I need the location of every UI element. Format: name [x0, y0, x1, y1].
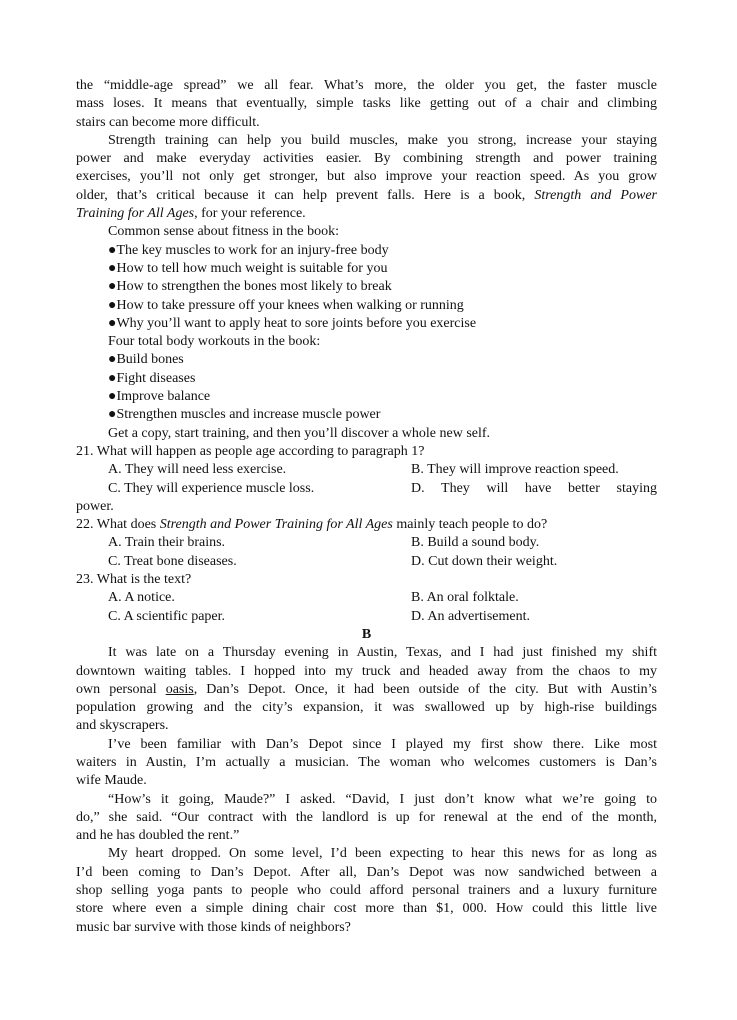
text-line: waiters in Austin, I’m actually a musician. The woman who welcomes customers is Dan’s — [76, 754, 657, 770]
text-line: “How’s it going, Maude?” I asked. “David, I just don’t know what we’re going to — [108, 791, 657, 807]
option-c[interactable]: C. Treat bone diseases. — [108, 553, 237, 569]
book-title-ref: Strength and Power Training for All Ages — [159, 517, 393, 533]
text-line: own personal oasis, Dan’s Depot. Once, it had been outside of the city. But with Austin’s — [76, 681, 657, 697]
document-page — [76, 77, 657, 937]
option-b[interactable]: B. They will improve reaction speed. — [411, 462, 619, 478]
text-line: shop selling yoga pants to people who could afford personal trainers and a luxury furniture — [76, 883, 657, 899]
question-21 — [76, 443, 657, 516]
text-line: and he has doubled the rent.” — [76, 828, 240, 844]
closing-line: Get a copy, start training, and then you’ll discover a whole new self. — [108, 425, 491, 441]
paragraph-b3 — [76, 791, 657, 846]
common-sense-section — [76, 223, 657, 333]
text-line: older, that’s critical because it can help prevent falls. Here is a book, Strength and Power — [76, 187, 657, 203]
option-d[interactable]: D. Cut down their weight. — [411, 553, 558, 569]
option-a[interactable]: A. Train their brains. — [108, 535, 226, 551]
bullet-item: ●Build bones — [108, 352, 184, 368]
text-line: My heart dropped. On some level, I’d been expecting to hear this news for as long as — [108, 846, 657, 862]
paragraph-b4 — [76, 845, 657, 936]
text-line: and skyscrapers. — [76, 718, 169, 734]
text-line: downtown waiting tables. I hopped into my truck and headed away from the chaos to my — [76, 663, 657, 679]
underlined-word: oasis — [165, 681, 194, 697]
paragraph-a2 — [76, 132, 657, 223]
option-d[interactable]: D. They will have better staying — [411, 480, 657, 496]
bullet-item: ●How to strengthen the bones most likely to break — [108, 279, 392, 295]
bullet-item: ●The key muscles to work for an injury-free body — [108, 242, 389, 258]
section-label: Four total body workouts in the book: — [108, 334, 321, 350]
question-stem: 21. What will happen as people age according to paragraph 1? — [76, 443, 425, 459]
text-line: music bar survive with those kinds of neighbors? — [76, 919, 351, 935]
question-22 — [76, 516, 657, 571]
option-a[interactable]: A. A notice. — [108, 590, 175, 606]
text-line: I’d been coming to Dan’s Depot. After all, Dan’s Depot was now sandwiched between a — [76, 864, 657, 880]
option-b[interactable]: B. Build a sound body. — [411, 535, 540, 551]
text-line: Strength training can help you build muscles, make you strong, increase your staying — [108, 132, 657, 148]
question-stem: 22. What does Strength and Power Training for All Ages mainly teach people to do? — [76, 517, 548, 533]
text-line: It was late on a Thursday evening in Austin, Texas, and I had just finished my shift — [108, 645, 657, 661]
option-c[interactable]: C. A scientific paper. — [108, 608, 226, 624]
bullet-item: ●Why you’ll want to apply heat to sore joints before you exercise — [108, 315, 477, 331]
bullet-item: ●How to take pressure off your knees when walking or running — [108, 297, 464, 313]
text-line: exercises, you’ll not only get stronger, but also improve your reaction speed. As you grow — [76, 169, 657, 185]
bullet-item: ●Fight diseases — [108, 370, 196, 386]
text-line: I’ve been familiar with Dan’s Depot since I played my first show there. Like most — [108, 736, 657, 752]
text-line: population growing and the city’s expansion, it was swallowed up by high-rise buildings — [76, 700, 657, 716]
book-title-cont: Training for All Ages — [76, 206, 195, 222]
text-line: power and make everyday activities easier. By combining strength and power training — [76, 151, 657, 167]
section-heading-b: B — [361, 626, 372, 642]
bullet-item: ●Strengthen muscles and increase muscle power — [108, 407, 381, 423]
option-a[interactable]: A. They will need less exercise. — [108, 462, 287, 478]
paragraph-b1 — [76, 644, 657, 735]
option-b[interactable]: B. An oral folktale. — [411, 590, 519, 606]
workouts-section — [76, 333, 657, 443]
paragraph-b2 — [76, 736, 657, 791]
book-title: Strength and Power — [534, 187, 657, 203]
bullet-item: ●Improve balance — [108, 389, 211, 405]
text-line: Training for All Ages, for your reference. — [76, 206, 306, 222]
text-line: wife Maude. — [76, 773, 147, 789]
question-stem: 23. What is the text? — [76, 572, 192, 588]
text-line: store where even a simple dining chair cost more than $1, 000. How could this little live — [76, 901, 657, 917]
text-line: stairs can become more difficult. — [76, 114, 260, 130]
text-line: do,” she said. “Our contract with the landlord is up for renewal at the end of the month, — [76, 809, 657, 825]
text-line: mass loses. It means that eventually, simple tasks like getting out of a chair and climbing — [76, 96, 657, 112]
option-d[interactable]: D. An advertisement. — [411, 608, 530, 624]
paragraph-a1 — [76, 77, 657, 132]
text-line: the “middle-age spread” we all fear. What’s more, the older you get, the faster muscle — [76, 78, 657, 93]
bullet-item: ●How to tell how much weight is suitable for you — [108, 260, 388, 276]
section-label: Common sense about fitness in the book: — [108, 224, 339, 240]
option-c[interactable]: C. They will experience muscle loss. — [108, 480, 315, 496]
question-23 — [76, 571, 657, 626]
option-d-continuation: power. — [76, 498, 114, 514]
